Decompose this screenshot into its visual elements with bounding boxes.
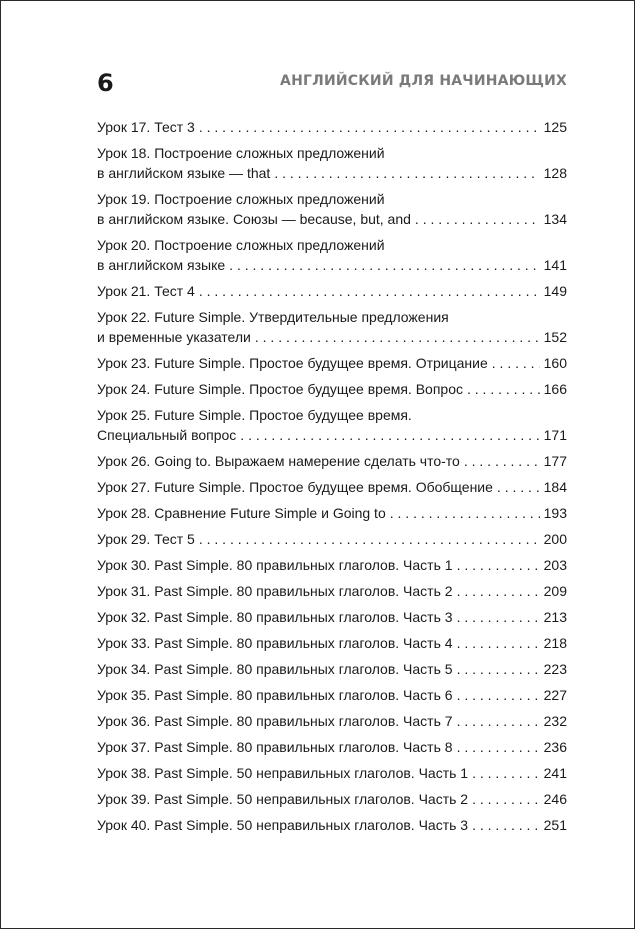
dot-leader: [464, 451, 540, 471]
dot-leader: [255, 327, 540, 347]
toc-entry: [97, 353, 567, 379]
toc-entry: [97, 737, 567, 763]
dot-leader: [497, 477, 540, 497]
toc-entry: [97, 659, 567, 685]
toc-entry-last-line: [97, 255, 567, 275]
toc-entry-page: 125: [543, 119, 567, 135]
toc-entry-page: 236: [543, 739, 567, 755]
toc-entry: [97, 379, 567, 405]
toc-entry: [97, 189, 567, 235]
dot-leader: [240, 425, 539, 445]
toc-entry-page: 213: [543, 609, 567, 625]
toc-entry-page: 128: [543, 165, 567, 181]
toc-entry-last-line: [97, 815, 567, 835]
toc-entry-title-line: Урок 32. Past Simple. 80 правильных глаголов. Часть 3: [97, 609, 453, 625]
toc-entry-title-line: в английском языке — that: [97, 165, 271, 181]
toc-entry-title-line: Специальный вопрос: [97, 427, 237, 443]
toc-entry-title-line: Урок 21. Тест 4: [97, 283, 195, 299]
dot-leader: [415, 209, 540, 229]
toc-entry-page: 223: [543, 661, 567, 677]
toc-entry: [97, 117, 567, 143]
toc-entry-page: 200: [543, 531, 567, 547]
toc-entry-title-line: Урок 33. Past Simple. 80 правильных глаголов. Часть 4: [97, 635, 453, 651]
dot-leader: [457, 659, 540, 679]
dot-leader: [274, 163, 539, 183]
toc-entry-title-line: Урок 26. Going to. Выражаем намерение сделать что-то: [97, 453, 460, 469]
toc-entry-page: 184: [543, 479, 567, 495]
toc-entry-last-line: [97, 529, 567, 549]
toc-entry-page: 209: [543, 583, 567, 599]
toc-entry: [97, 143, 567, 189]
toc-entry-page: 203: [543, 557, 567, 573]
toc-entry: [97, 581, 567, 607]
toc-entry-title-line: Урок 27. Future Simple. Простое будущее время. Обобщение: [97, 479, 493, 495]
dot-leader: [457, 711, 540, 731]
toc-entry-page: 177: [543, 453, 567, 469]
toc-entry-last-line: [97, 789, 567, 809]
toc-entry-title-line: Урок 36. Past Simple. 80 правильных глаголов. Часть 7: [97, 713, 453, 729]
toc-entry-title-line: Урок 38. Past Simple. 50 неправильных глаголов. Часть 1: [97, 765, 469, 781]
toc-entry-last-line: [97, 425, 567, 445]
dot-leader: [467, 379, 540, 399]
toc-entry-page: 160: [543, 355, 567, 371]
toc-entry-title-line: Урок 17. Тест 3: [97, 119, 195, 135]
table-of-contents: [97, 117, 567, 841]
dot-leader: [457, 633, 540, 653]
toc-entry-last-line: [97, 451, 567, 471]
dot-leader: [199, 281, 540, 301]
toc-entry-title-line: Урок 20. Построение сложных предложений: [97, 237, 385, 253]
dot-leader: [472, 763, 540, 783]
toc-entry: [97, 815, 567, 841]
toc-entry-page: 251: [543, 817, 567, 833]
toc-entry-last-line: [97, 607, 567, 627]
toc-entry: [97, 633, 567, 659]
toc-entry-last-line: [97, 737, 567, 757]
toc-entry-title-line: Урок 30. Past Simple. 80 правильных глаголов. Часть 1: [97, 557, 453, 573]
dot-leader: [457, 555, 540, 575]
toc-entry: [97, 763, 567, 789]
dot-leader: [229, 255, 539, 275]
toc-entry: [97, 555, 567, 581]
page-number: 6: [97, 69, 114, 97]
toc-entry: [97, 477, 567, 503]
toc-entry-title-line: Урок 35. Past Simple. 80 правильных глаголов. Часть 6: [97, 687, 453, 703]
dot-leader: [390, 503, 540, 523]
toc-entry: [97, 711, 567, 737]
toc-entry-last-line: [97, 633, 567, 653]
toc-entry-page: 166: [543, 381, 567, 397]
toc-entry: [97, 235, 567, 281]
toc-entry: [97, 307, 567, 353]
toc-entry: [97, 451, 567, 477]
dot-leader: [472, 815, 540, 835]
toc-entry-last-line: [97, 209, 567, 229]
toc-entry-title-line: Урок 23. Future Simple. Простое будущее время. Отрицание: [97, 355, 488, 371]
toc-entry-last-line: [97, 379, 567, 399]
toc-entry-title-line: в английском языке: [97, 257, 226, 273]
toc-entry-last-line: [97, 685, 567, 705]
dot-leader: [492, 353, 540, 373]
toc-entry: [97, 607, 567, 633]
toc-entry: [97, 281, 567, 307]
dot-leader: [199, 529, 540, 549]
dot-leader: [457, 685, 540, 705]
toc-entry-title-line: Урок 39. Past Simple. 50 неправильных глаголов. Часть 2: [97, 791, 469, 807]
dot-leader: [457, 737, 540, 757]
dot-leader: [457, 607, 540, 627]
toc-entry: [97, 405, 567, 451]
toc-entry: [97, 529, 567, 555]
toc-entry-last-line: [97, 763, 567, 783]
toc-entry-page: 193: [543, 505, 567, 521]
running-title: АНГЛИЙСКИЙ ДЛЯ НАЧИНАЮЩИХ: [280, 73, 567, 89]
toc-entry-title-line: Урок 22. Future Simple. Утвердительные предложения: [97, 309, 449, 325]
toc-entry-page: 152: [543, 329, 567, 345]
dot-leader: [472, 789, 540, 809]
toc-entry-last-line: [97, 281, 567, 301]
toc-entry-last-line: [97, 477, 567, 497]
toc-entry-page: 227: [543, 687, 567, 703]
toc-entry-last-line: [97, 117, 567, 137]
toc-entry-last-line: [97, 555, 567, 575]
toc-entry-title-line: Урок 28. Сравнение Future Simple и Going to: [97, 505, 386, 521]
toc-entry: [97, 685, 567, 711]
toc-entry-page: 149: [543, 283, 567, 299]
toc-entry-last-line: [97, 163, 567, 183]
toc-entry-last-line: [97, 353, 567, 373]
toc-entry-title-line: Урок 24. Future Simple. Простое будущее время. Вопрос: [97, 381, 463, 397]
toc-entry-title-line: Урок 18. Построение сложных предложений: [97, 145, 385, 161]
toc-entry: [97, 503, 567, 529]
toc-entry-page: 134: [543, 211, 567, 227]
toc-entry-last-line: [97, 659, 567, 679]
toc-entry-title-line: и временные указатели: [97, 329, 251, 345]
dot-leader: [199, 117, 540, 137]
toc-entry-title-line: Урок 31. Past Simple. 80 правильных глаголов. Часть 2: [97, 583, 453, 599]
toc-entry-title-line: в английском языке. Союзы — because, but, and: [97, 211, 411, 227]
toc-entry-title-line: Урок 37. Past Simple. 80 правильных глаголов. Часть 8: [97, 739, 453, 755]
toc-entry-title-line: Урок 29. Тест 5: [97, 531, 195, 547]
toc-entry-last-line: [97, 327, 567, 347]
toc-entry-page: 232: [543, 713, 567, 729]
toc-entry-last-line: [97, 503, 567, 523]
toc-entry-page: 141: [543, 257, 567, 273]
dot-leader: [457, 581, 540, 601]
toc-entry-page: 218: [543, 635, 567, 651]
toc-entry-page: 246: [543, 791, 567, 807]
toc-entry-last-line: [97, 581, 567, 601]
toc-entry-title-line: Урок 19. Построение сложных предложений: [97, 191, 385, 207]
toc-entry: [97, 789, 567, 815]
page-header: [97, 67, 567, 99]
toc-entry-title-line: Урок 25. Future Simple. Простое будущее время.: [97, 407, 412, 423]
toc-entry-page: 171: [543, 427, 567, 443]
toc-entry-page: 241: [543, 765, 567, 781]
toc-entry-title-line: Урок 40. Past Simple. 50 неправильных глаголов. Часть 3: [97, 817, 469, 833]
toc-entry-last-line: [97, 711, 567, 731]
toc-entry-title-line: Урок 34. Past Simple. 80 правильных глаголов. Часть 5: [97, 661, 453, 677]
